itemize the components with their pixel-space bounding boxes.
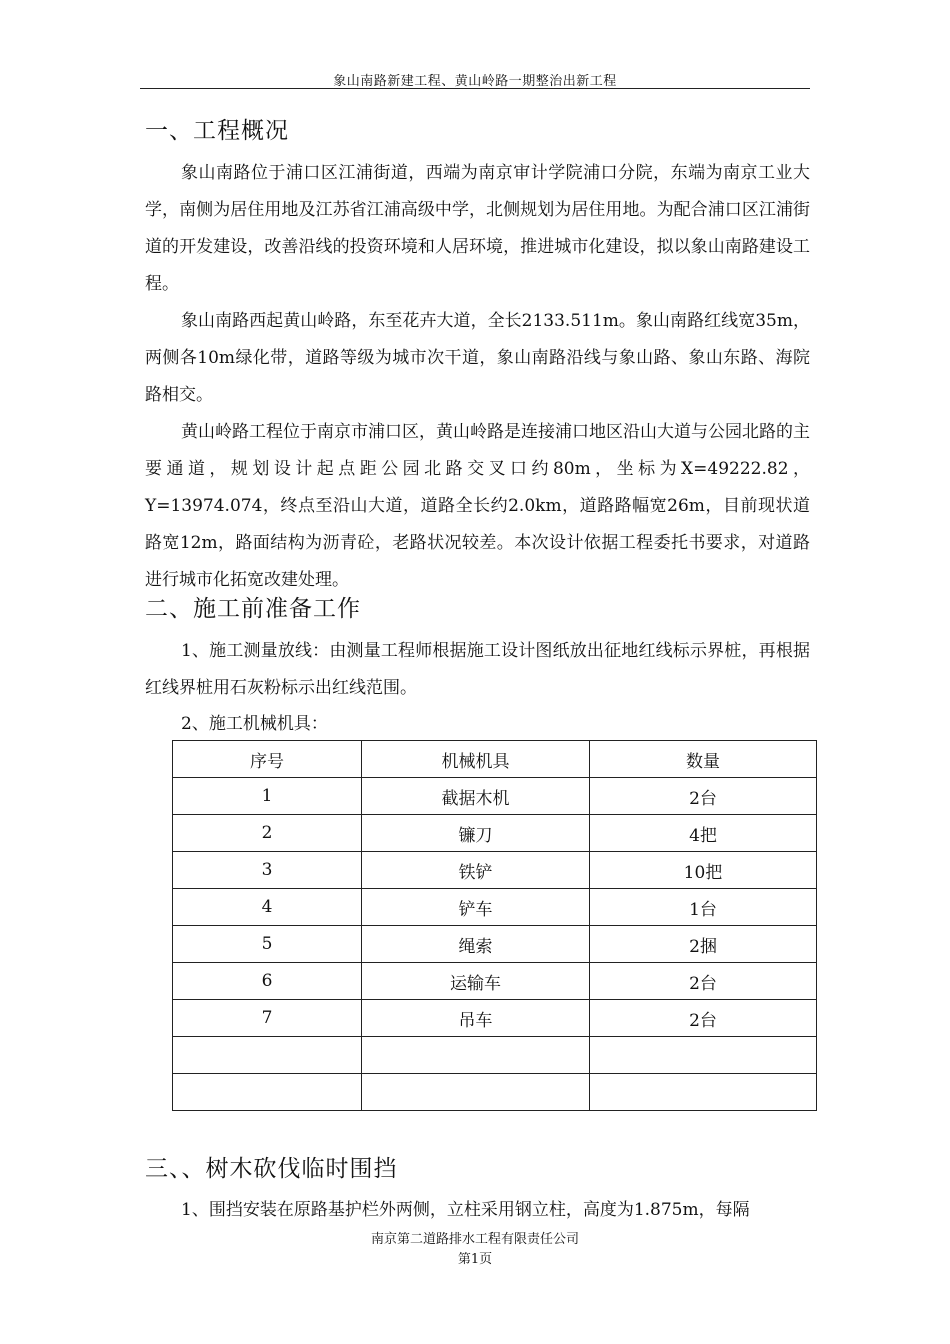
table-cell: 10把 xyxy=(590,852,817,889)
section-2-paragraph-2: 2、施工机械机具： xyxy=(181,714,328,734)
table-cell: 2台 xyxy=(590,1000,817,1037)
section-3-paragraph-1: 1、围挡安装在原路基护栏外两侧，立柱采用钢立柱，高度为1.875m，每隔 xyxy=(181,1200,750,1220)
table-cell: 5 xyxy=(173,926,362,963)
table-cell xyxy=(590,1037,817,1074)
table-cell xyxy=(590,1074,817,1111)
section-1-paragraph-1: 象山南路位于浦口区江浦街道，西端为南京审计学院浦口分院，东端为南京工业大学，南侧为居住用地及江苏省江浦高级中学，北侧规划为居住用地。为配合浦口区江浦街道的开发建设，改善沿线的投资环境和人居环境，推进城市化建设，拟以象山南路建设工程。 xyxy=(145,163,810,294)
section-2-paragraph-1: 1、施工测量放线：由测量工程师根据施工设计图纸放出征地红线标示界桩，再根据红线界桩用石灰粉标示出红线范围。 xyxy=(145,641,810,698)
table-cell: 运输车 xyxy=(362,963,590,1000)
table-header-cell: 序号 xyxy=(173,741,362,778)
table-cell: 铁铲 xyxy=(362,852,590,889)
table-header-cell: 数量 xyxy=(590,741,817,778)
header-divider xyxy=(140,88,810,89)
table-cell: 1台 xyxy=(590,889,817,926)
table-cell: 镰刀 xyxy=(362,815,590,852)
table-cell: 2捆 xyxy=(590,926,817,963)
footer-company: 南京第二道路排水工程有限责任公司 xyxy=(370,1232,579,1247)
table-cell xyxy=(173,1074,362,1111)
section-1-paragraph-2: 象山南路西起黄山岭路，东至花卉大道，全长2133.511m。象山南路红线宽35m，两侧各10m绿化带，道路等级为城市次干道，象山南路沿线与象山路、象山东路、海院路相交。 xyxy=(145,311,810,405)
table-header-row xyxy=(173,741,817,778)
table-row xyxy=(173,926,817,963)
table-cell: 4把 xyxy=(590,815,817,852)
table-row xyxy=(173,815,817,852)
table-row xyxy=(173,852,817,889)
table-cell: 2 xyxy=(173,815,362,852)
table-cell: 3 xyxy=(173,852,362,889)
table-cell: 7 xyxy=(173,1000,362,1037)
table-cell xyxy=(173,1037,362,1074)
machinery-table xyxy=(172,740,817,1111)
table-row-empty xyxy=(173,1074,817,1111)
table-cell: 1 xyxy=(173,778,362,815)
table-cell: 4 xyxy=(173,889,362,926)
table-cell xyxy=(362,1074,590,1111)
footer-page-number: 第1页 xyxy=(457,1252,493,1267)
section-2-heading: 二、施工前准备工作 xyxy=(145,596,361,622)
table-cell: 吊车 xyxy=(362,1000,590,1037)
section-1-heading: 一、工程概况 xyxy=(145,118,289,144)
table-cell: 2台 xyxy=(590,963,817,1000)
table-row xyxy=(173,889,817,926)
table-row xyxy=(173,1000,817,1037)
table-header-cell: 机械机具 xyxy=(362,741,590,778)
table-row xyxy=(173,778,817,815)
table-cell: 6 xyxy=(173,963,362,1000)
table-row xyxy=(173,963,817,1000)
table-row-empty xyxy=(173,1037,817,1074)
section-1-paragraph-3: 黄山岭路工程位于南京市浦口区，黄山岭路是连接浦口地区沿山大道与公园北路的主要通道，规划设计起点距公园北路交叉口约80m，坐标为X=49222.82，Y=13974.074，终点至沿山大道，道路全长约2.0km，道路路幅宽26m，目前现状道路宽12m，路面结构为沥青砼，老路状况较差。本次设计依据工程委托书要求，对道路进行城市化拓宽改建处理。 xyxy=(145,422,810,590)
table-cell xyxy=(362,1037,590,1074)
page-header: 象山南路新建工程、黄山岭路一期整治出新工程 xyxy=(333,74,617,89)
table-cell: 铲车 xyxy=(362,889,590,926)
section-3-heading: 三、、树木砍伐临时围挡 xyxy=(145,1156,398,1182)
table-cell: 绳索 xyxy=(362,926,590,963)
table-cell: 截据木机 xyxy=(362,778,590,815)
table-cell: 2台 xyxy=(590,778,817,815)
